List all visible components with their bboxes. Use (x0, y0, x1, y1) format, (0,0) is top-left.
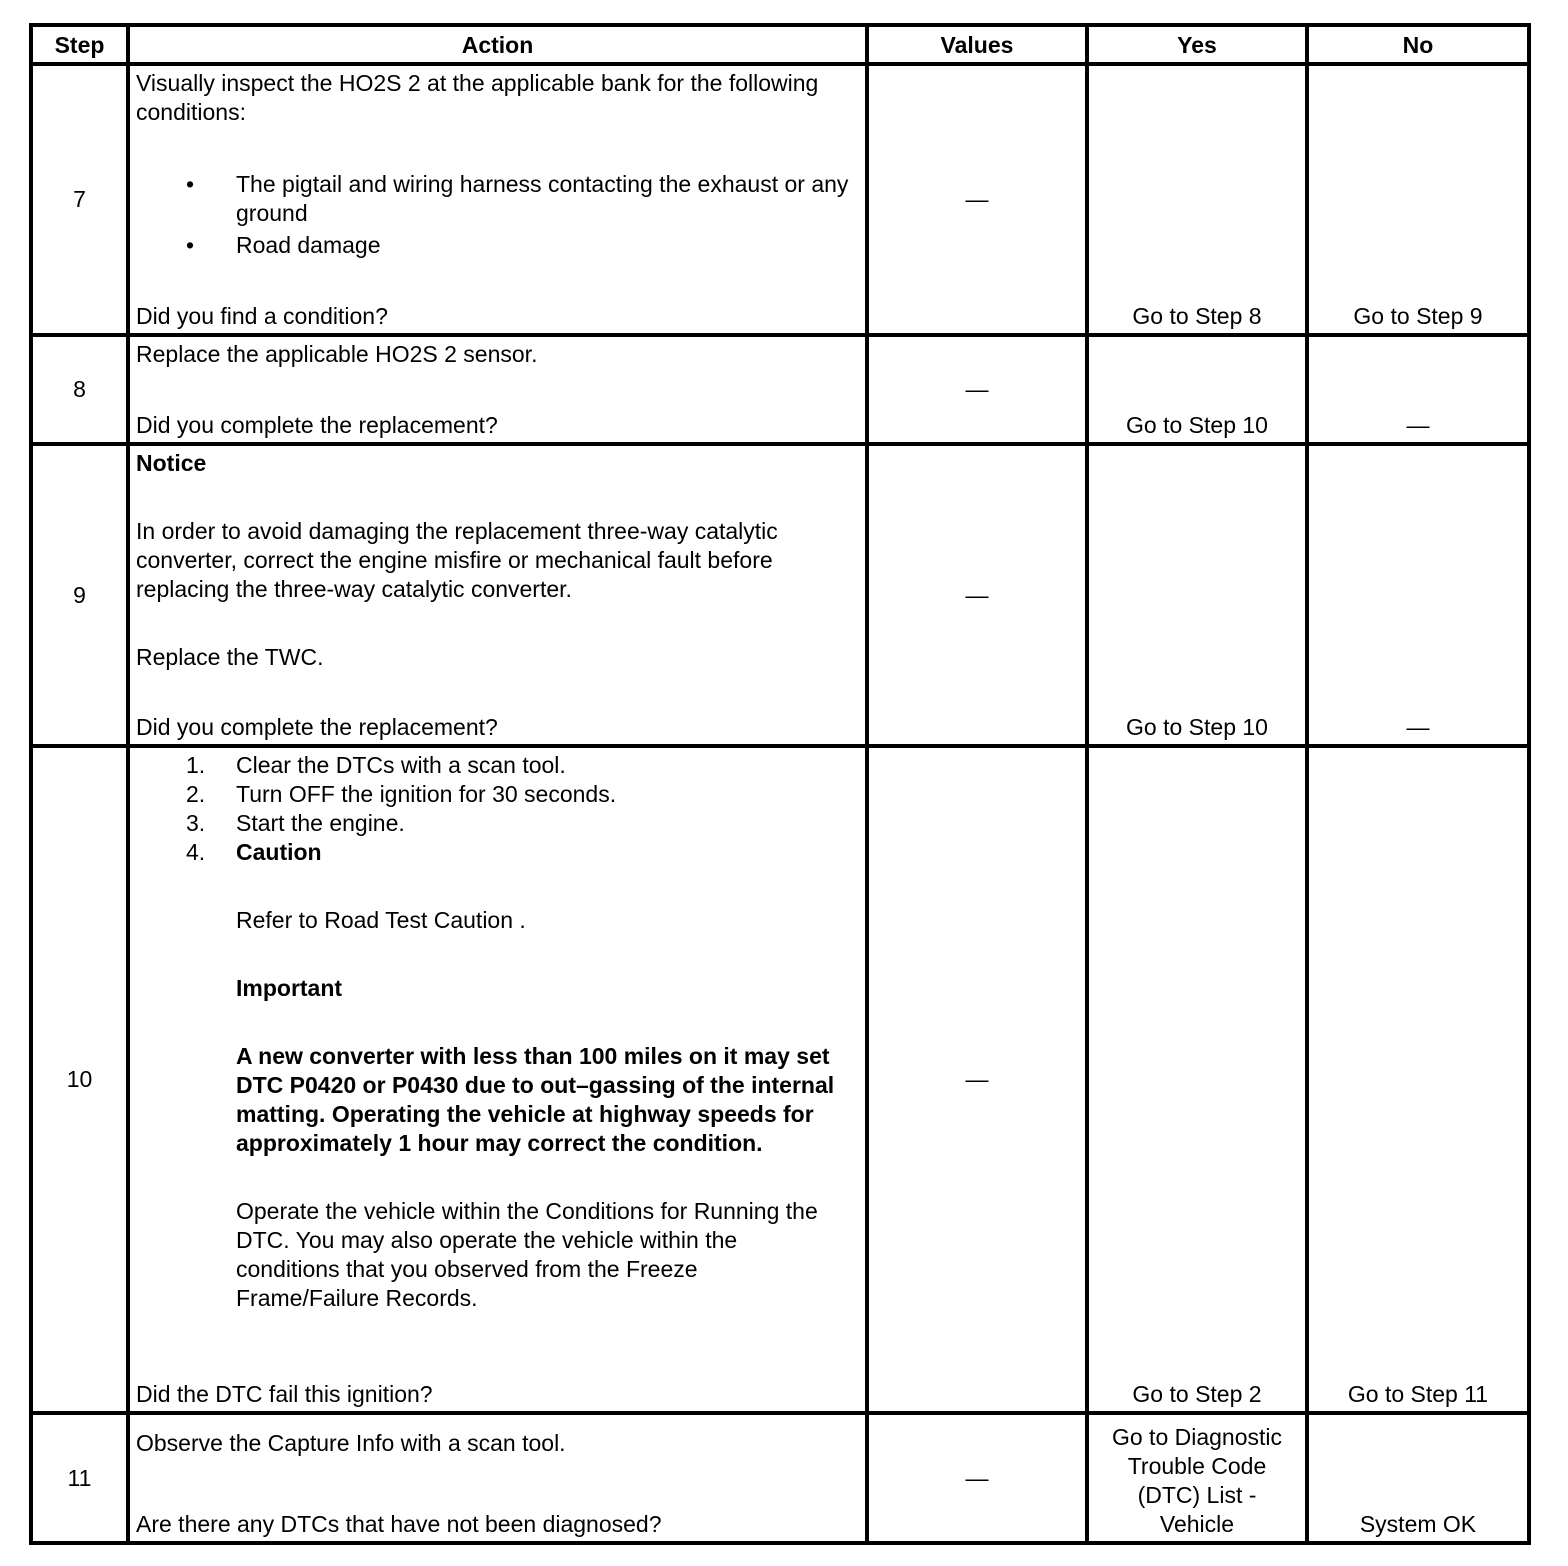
bullet-icon: • (186, 232, 195, 258)
header-values: Values (869, 23, 1089, 66)
item-number: 1. (186, 752, 206, 778)
values-dash: — (869, 748, 1089, 1415)
header-no: No (1309, 23, 1531, 66)
yes-result: Go to Step 8 (1089, 66, 1309, 337)
item-text: Clear the DTCs with a scan tool. (236, 752, 566, 778)
yes-result: Go to Step 10 (1089, 446, 1309, 748)
header-yes: Yes (1089, 23, 1309, 66)
no-result: System OK (1309, 1415, 1531, 1545)
yes-result: Go to Diagnostic Trouble Code (DTC) List - Vehicle (1089, 1415, 1309, 1545)
table-row-step-11 (29, 1415, 1531, 1545)
action-question: Are there any DTCs that have not been diagnosed? (136, 1511, 662, 1537)
table-row-step-8 (29, 337, 1531, 446)
list-item (136, 780, 859, 809)
list-item (136, 838, 859, 867)
notice-title: Notice (136, 450, 207, 476)
item-text: Turn OFF the ignition for 30 seconds. (236, 781, 617, 807)
action-text: Replace the TWC. (136, 644, 324, 670)
item-text: Start the engine. (236, 810, 405, 836)
list-item (136, 751, 859, 780)
values-dash: — (869, 66, 1089, 337)
item-number: 4. (186, 839, 206, 865)
action-cell (130, 748, 869, 1415)
bullet-text: Road damage (236, 232, 381, 258)
table-row-step-7 (29, 66, 1531, 337)
action-cell (130, 337, 869, 446)
no-result: — (1309, 446, 1531, 748)
list-item (136, 809, 859, 838)
values-dash: — (869, 337, 1089, 446)
action-intro: Visually inspect the HO2S 2 at the applicable bank for the following conditions: (136, 70, 819, 125)
header-step: Step (29, 23, 130, 66)
step-number: 7 (29, 66, 130, 337)
action-cell (130, 1415, 869, 1545)
important-title: Important (236, 975, 343, 1001)
table-row-step-10 (29, 748, 1531, 1415)
diagnostic-table (29, 23, 1531, 1545)
no-result: Go to Step 11 (1309, 748, 1531, 1415)
operate-text: Operate the vehicle within the Conditions for Running the DTC. You may also operate the vehicle within the conditions that you observed from the Freeze Frame/Failure Records. (236, 1198, 818, 1311)
values-dash: — (869, 1415, 1089, 1545)
list-item (136, 170, 859, 228)
important-text: A new converter with less than 100 miles on it may set DTC P0420 or P0430 due to out–gassing of the internal matting. Operating the vehicle at highway speeds for approximately 1 hour may correct the condition. (236, 1043, 835, 1156)
bullet-icon: • (186, 171, 195, 197)
table-header-row (29, 23, 1531, 66)
item-number: 2. (186, 781, 206, 807)
no-result: Go to Step 9 (1309, 66, 1531, 337)
action-question: Did you complete the replacement? (136, 412, 498, 438)
yes-result: Go to Step 10 (1089, 337, 1309, 446)
caution-title: Caution (236, 839, 322, 865)
action-text: Replace the applicable HO2S 2 sensor. (136, 341, 538, 367)
action-cell (130, 446, 869, 748)
no-result: — (1309, 337, 1531, 446)
table-row-step-9 (29, 446, 1531, 748)
action-question: Did you complete the replacement? (136, 714, 498, 740)
caution-text: Refer to Road Test Caution . (236, 907, 526, 933)
action-question: Did the DTC fail this ignition? (136, 1381, 433, 1407)
list-item (136, 231, 859, 260)
action-text: Observe the Capture Info with a scan tool. (136, 1430, 566, 1456)
action-cell (130, 66, 869, 337)
yes-result: Go to Step 2 (1089, 748, 1309, 1415)
item-number: 3. (186, 810, 206, 836)
header-action: Action (130, 23, 869, 66)
notice-text: In order to avoid damaging the replacement three-way catalytic converter, correct the engine misfire or mechanical fault before replacing the three-way catalytic converter. (136, 518, 778, 602)
step-number: 11 (29, 1415, 130, 1545)
values-dash: — (869, 446, 1089, 748)
step-number: 8 (29, 337, 130, 446)
step-number: 10 (29, 748, 130, 1415)
action-question: Did you find a condition? (136, 303, 388, 329)
bullet-text: The pigtail and wiring harness contacting the exhaust or any ground (236, 171, 849, 226)
step-number: 9 (29, 446, 130, 748)
